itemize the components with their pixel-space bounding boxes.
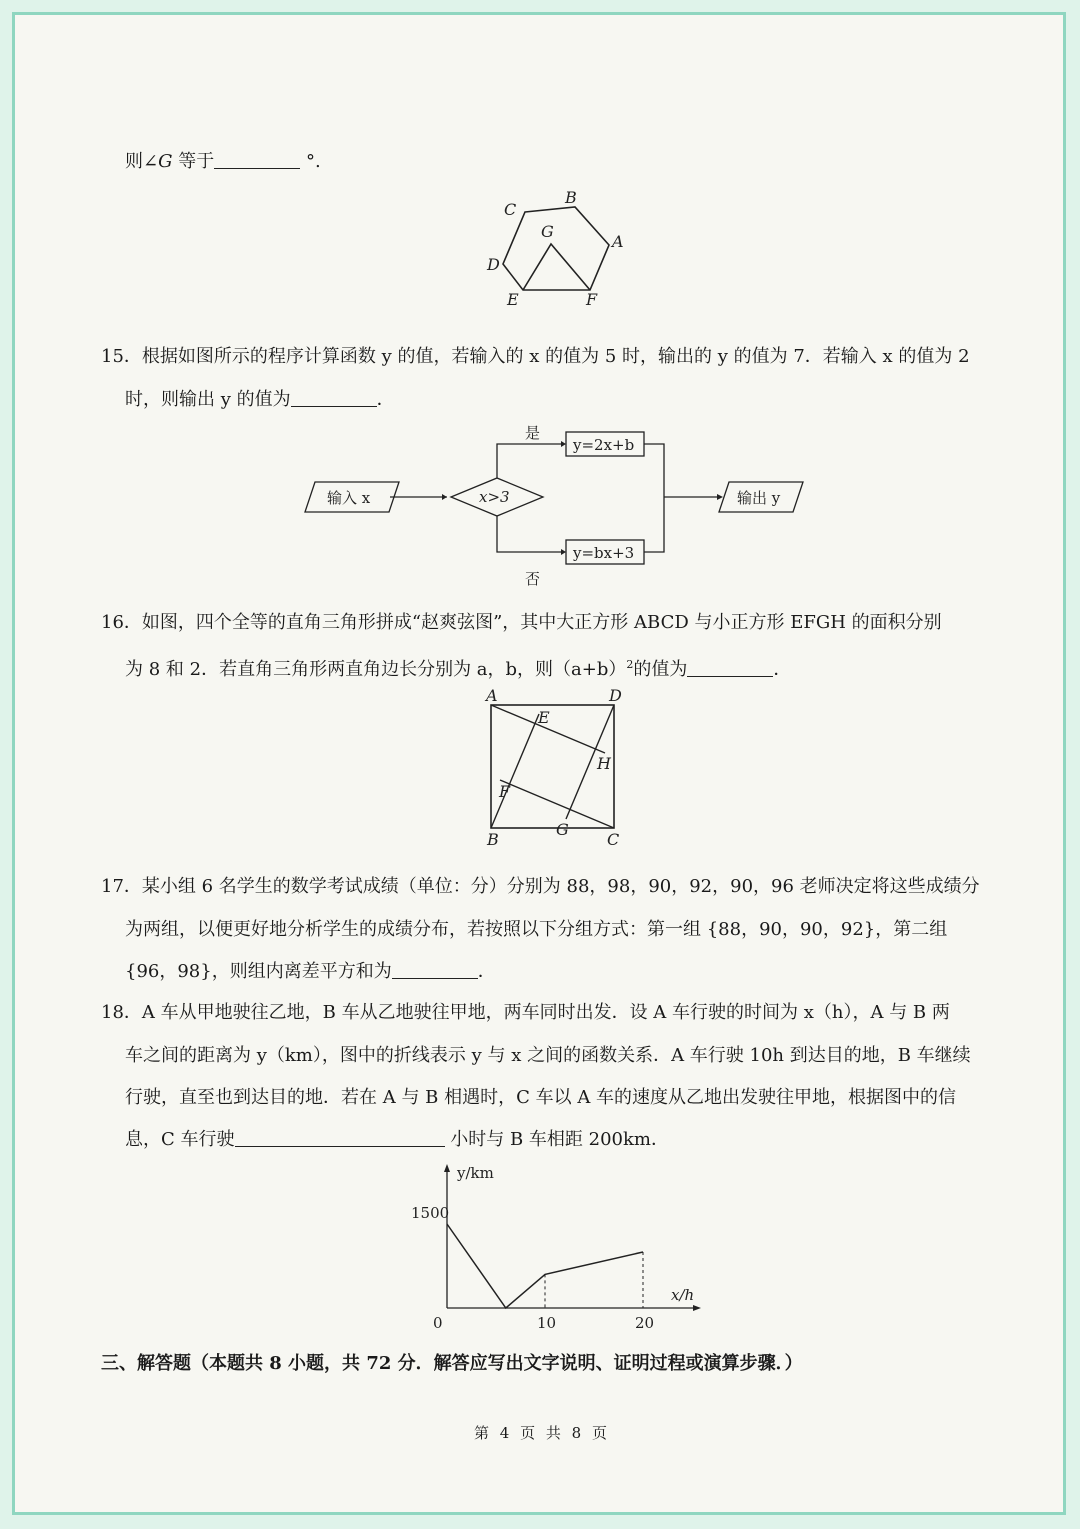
heptagon-figure: [481, 187, 641, 309]
figure-label-a: A: [612, 232, 624, 251]
q18-line4-prefix: 息，C 车行驶: [125, 1129, 235, 1150]
condition-label: x>3: [479, 488, 510, 506]
figure-label-g: G: [541, 222, 554, 241]
q15-answer-blank[interactable]: [291, 388, 377, 407]
yes-label: 是: [525, 424, 541, 442]
figure-label-d: D: [487, 255, 500, 274]
q18-answer-blank[interactable]: [235, 1128, 445, 1147]
y-tick-1500: 1500: [411, 1204, 450, 1222]
q17-line3-prefix: {96，98}，则组内离差平方和为: [125, 961, 392, 982]
figure-label-b: B: [487, 830, 499, 849]
q18-line2: 车之间的距离为 y（km），图中的折线表示 y 与 x 之间的函数关系．A 车行驶 10h 到达目的地，B 车继续: [125, 1045, 971, 1066]
q15-line2: [125, 388, 395, 412]
q17-line1: 17．某小组 6 名学生的数学考试成绩（单位：分）分别为 88，98，90，92，90，96 老师决定将这些成绩分: [101, 876, 980, 897]
q14-var: G: [158, 151, 173, 172]
x-axis-label: x/h: [671, 1286, 695, 1304]
q14-line: [125, 150, 321, 174]
q16-exponent: 2: [626, 658, 634, 671]
q14-suffix: °.: [300, 151, 321, 172]
figure-label-g: G: [556, 820, 569, 839]
figure-label-d: D: [609, 686, 622, 705]
y-axis-label: y/km: [457, 1164, 494, 1182]
distance-series-line: [447, 1224, 643, 1308]
page-footer: 第 4 页 共 8 页: [474, 1424, 610, 1442]
q15-line1: 15．根据如图所示的程序计算函数 y 的值，若输入的 x 的值为 5 时，输出的 y 的值为 7．若输入 x 的值为 2: [101, 346, 970, 367]
q16-answer-blank[interactable]: [687, 658, 773, 677]
figure-label-f: F: [586, 290, 598, 309]
q15-line2-prefix: 时，则输出 y 的值为: [125, 389, 291, 410]
figure-label-b: B: [565, 188, 577, 207]
q18-line3: 行驶，直至也到达目的地．若在 A 与 B 相遇时，C 车以 A 车的速度从乙地出发驶往甲地，根据图中的信: [125, 1087, 957, 1108]
exam-page: [12, 12, 1066, 1515]
q17-line3: [125, 960, 496, 984]
figure-label-f: F: [499, 782, 511, 801]
x-tick-10: 10: [537, 1314, 557, 1332]
figure-label-e: E: [507, 290, 519, 309]
section-three-title: 三、解答题（本题共 8 小题，共 72 分．解答应写出文字说明、证明过程或演算步骤．）: [101, 1353, 803, 1374]
q16-line2-prefix: 为 8 和 2．若直角三角形两直角边长分别为 a，b，则（a+b）: [125, 659, 627, 680]
q17-line3-suffix: ．: [477, 961, 496, 982]
q16-line2: [125, 653, 791, 682]
q14-prefix: 则∠: [125, 151, 159, 172]
q18-line4-suffix: 小时与 B 车相距 200km．: [444, 1129, 669, 1150]
zhaoshuang-figure: [481, 685, 641, 851]
figure-label-c: C: [607, 830, 620, 849]
flowchart: [301, 420, 811, 592]
yes-box-label: y=2x+b: [573, 436, 635, 454]
figure-label-e: E: [538, 708, 550, 727]
output-label: 输出 y: [737, 489, 781, 507]
figure-label-a: A: [486, 686, 498, 705]
x-tick-0: 0: [433, 1314, 443, 1332]
q16-line2-mid: 的值为: [633, 659, 688, 680]
q18-line4: [125, 1128, 669, 1152]
no-label: 否: [525, 570, 541, 588]
q15-line2-suffix: ．: [376, 389, 395, 410]
q17-answer-blank[interactable]: [392, 960, 478, 979]
figure-label-h: H: [597, 754, 611, 773]
q14-answer-blank[interactable]: [214, 150, 300, 169]
distance-time-chart: [395, 1160, 725, 1336]
input-label: 输入 x: [327, 489, 371, 507]
q17-line2: 为两组，以便更好地分析学生的成绩分布，若按照以下分组方式：第一组 {88，90，90，92}，第二组: [125, 919, 948, 940]
q16-line1: 16．如图，四个全等的直角三角形拼成“赵爽弦图”，其中大正方形 ABCD 与小正方形 EFGH 的面积分别: [101, 612, 942, 633]
figure-label-c: C: [504, 200, 517, 219]
q14-mid: 等于: [172, 151, 215, 172]
q18-line1: 18．A 车从甲地驶往乙地，B 车从乙地驶往甲地，两车同时出发．设 A 车行驶的时间为 x（h），A 与 B 两: [101, 1002, 950, 1023]
q16-line2-suffix: ．: [773, 659, 792, 680]
no-box-label: y=bx+3: [573, 544, 635, 562]
x-tick-20: 20: [635, 1314, 655, 1332]
